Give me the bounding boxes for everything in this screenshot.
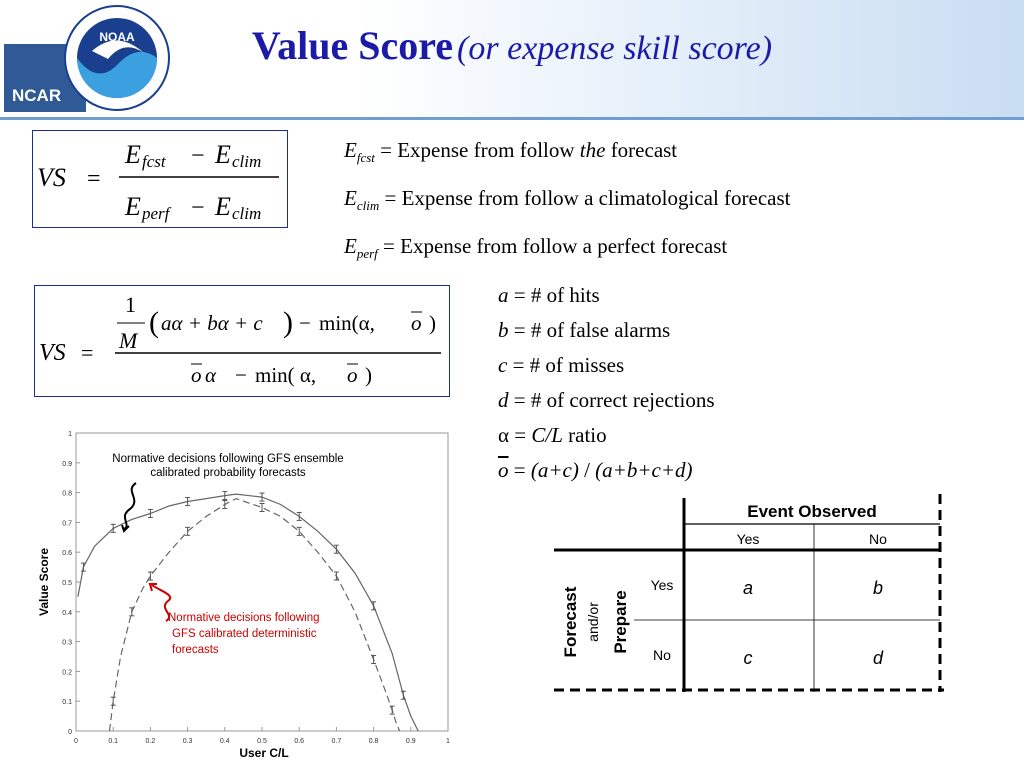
formula2-min1: min(α, bbox=[319, 311, 375, 335]
def-tail: forecast bbox=[610, 138, 678, 162]
x-tick-label: 0.3 bbox=[182, 738, 193, 745]
formula1-num-sub1: fcst bbox=[142, 152, 166, 171]
x-tick-label: 1 bbox=[446, 738, 450, 745]
formula2-close-den: ) bbox=[365, 363, 372, 387]
title-subtitle: (or expense skill score) bbox=[457, 30, 773, 67]
y-tick-label: 0.1 bbox=[62, 699, 72, 707]
annotation-deterministic-line1: Normative decisions following bbox=[168, 612, 320, 624]
formula2-obar-den: o bbox=[191, 363, 202, 387]
y-tick-label: 0.2 bbox=[62, 669, 72, 677]
def-sub: perf bbox=[356, 246, 378, 262]
formula2-terms: aα + bα + c bbox=[161, 311, 263, 335]
legend-d bbox=[498, 383, 715, 418]
formula1-num-E2: E bbox=[215, 140, 231, 169]
page-title bbox=[0, 22, 1024, 69]
legend-text: # of hits bbox=[530, 283, 600, 307]
formula1-equals: = bbox=[87, 166, 101, 192]
def-sub: clim bbox=[356, 198, 380, 214]
annotation-ensemble-line2: calibrated probability forecasts bbox=[150, 467, 306, 479]
formula2-one: 1 bbox=[125, 292, 136, 317]
formula2-paren-open: ( bbox=[149, 306, 159, 339]
formula1-den-sub2: clim bbox=[232, 204, 262, 223]
legend-text-italic: (a+c) bbox=[530, 458, 579, 482]
def-sub: fcst bbox=[356, 150, 375, 166]
formula2-minus-den: − bbox=[235, 363, 247, 387]
cell-b: b bbox=[872, 578, 884, 598]
legend-eq: = bbox=[513, 283, 526, 307]
symbol-legend bbox=[498, 278, 715, 488]
formula2-min2: min( α, bbox=[255, 363, 317, 387]
formula-box-2 bbox=[34, 285, 450, 397]
legend-sym: c bbox=[498, 353, 508, 377]
definition-fcst bbox=[344, 130, 791, 178]
x-tick-label: 0 bbox=[74, 738, 78, 745]
definition-perf bbox=[344, 226, 791, 274]
col-label-no: No bbox=[869, 531, 887, 547]
legend-text-italic-2: (a+b+c+d) bbox=[595, 458, 693, 482]
annotation-deterministic-line3: forecasts bbox=[172, 644, 219, 656]
legend-text: # of false alarms bbox=[530, 318, 671, 342]
def-emphasis: the bbox=[579, 138, 606, 162]
formula1-den-E1: E bbox=[125, 192, 141, 221]
annotation-ensemble-line1: Normative decisions following GFS ensemble bbox=[112, 453, 344, 465]
legend-eq: = bbox=[513, 388, 526, 412]
def-sym: E bbox=[344, 138, 357, 162]
formula-1 bbox=[33, 131, 287, 227]
header-rule bbox=[0, 117, 1024, 120]
def-sym: E bbox=[344, 186, 357, 211]
y-tick-label: 0.8 bbox=[62, 490, 72, 498]
formula1-num-sub2: clim bbox=[232, 152, 262, 171]
contingency-table bbox=[552, 494, 952, 704]
def-sym: E bbox=[344, 234, 357, 259]
legend-sym: a bbox=[498, 283, 509, 307]
legend-a bbox=[498, 278, 715, 313]
x-tick-label: 0.9 bbox=[405, 738, 416, 745]
formula1-lhs: VS bbox=[37, 163, 66, 192]
formula-box-1 bbox=[32, 130, 288, 228]
y-tick-label: 0 bbox=[68, 729, 72, 736]
legend-eq: = bbox=[513, 318, 526, 342]
y-axis-label: Value Score bbox=[37, 547, 51, 617]
y-tick-label: 0.4 bbox=[62, 609, 72, 617]
x-tick-label: 0.1 bbox=[108, 738, 119, 745]
y-tick-label: 0.6 bbox=[62, 550, 72, 558]
row-label-no: No bbox=[653, 647, 671, 663]
y-tick-label: 0.3 bbox=[62, 639, 72, 647]
x-axis-label: User C/L bbox=[239, 746, 289, 760]
legend-text: ratio bbox=[568, 423, 607, 447]
x-tick-label: 0.4 bbox=[219, 738, 230, 745]
row-title-andor: and/or bbox=[585, 602, 601, 642]
cell-d: d bbox=[872, 648, 884, 668]
formula1-den-E2: E bbox=[215, 192, 231, 221]
row-title-prepare: Prepare bbox=[611, 590, 630, 654]
title-main: Value Score bbox=[251, 23, 454, 68]
col-label-yes: Yes bbox=[736, 531, 760, 547]
def-eq: = bbox=[384, 186, 397, 211]
def-text: Expense from follow bbox=[397, 138, 575, 162]
legend-c bbox=[498, 348, 715, 383]
formula2-close-num: ) bbox=[429, 311, 436, 335]
y-tick-label: 1 bbox=[68, 431, 72, 438]
formula2-alpha-den: α bbox=[205, 363, 217, 387]
formula2-equals: = bbox=[81, 340, 94, 365]
x-tick-label: 0.5 bbox=[257, 738, 267, 745]
formula1-den-sub1: perf bbox=[142, 204, 170, 223]
cell-c: c bbox=[743, 648, 753, 668]
cell-a: a bbox=[742, 578, 754, 598]
legend-eq: = bbox=[512, 353, 525, 377]
formula2-obar-num: o bbox=[411, 311, 422, 335]
def-text: Expense from follow a climatological forecast bbox=[401, 186, 791, 211]
legend-obar bbox=[498, 453, 715, 488]
formula1-minus-num: − bbox=[191, 143, 205, 169]
formula2-obar-den2: o bbox=[347, 363, 358, 387]
legend-sym: b bbox=[498, 318, 509, 342]
def-eq: = bbox=[383, 234, 395, 259]
legend-sym: α bbox=[498, 423, 510, 447]
table-header-event-observed: Event Observed bbox=[747, 502, 877, 521]
legend-eq: = bbox=[513, 458, 526, 482]
legend-text-italic: C/L bbox=[531, 423, 563, 447]
legend-b bbox=[498, 313, 715, 348]
legend-slash: / bbox=[584, 458, 590, 482]
definition-clim bbox=[344, 178, 791, 226]
formula2-minus-num: − bbox=[299, 311, 311, 335]
legend-text: # of correct rejections bbox=[530, 388, 715, 412]
x-tick-label: 0.7 bbox=[331, 738, 342, 745]
value-score-chart bbox=[36, 425, 456, 763]
formula2-M: M bbox=[119, 328, 138, 353]
legend-text: # of misses bbox=[529, 353, 625, 377]
legend-eq: = bbox=[514, 423, 527, 447]
legend-sym: d bbox=[498, 388, 509, 412]
row-title-forecast: Forecast bbox=[561, 586, 580, 658]
row-label-yes: Yes bbox=[650, 577, 674, 593]
ncar-logo-text: NCAR bbox=[12, 86, 62, 105]
annotation-deterministic-line2: GFS calibrated deterministic bbox=[172, 628, 317, 640]
x-tick-label: 0.2 bbox=[145, 738, 156, 745]
formula1-minus-den: − bbox=[191, 195, 205, 221]
formula-2 bbox=[35, 286, 449, 396]
legend-sym: $\overline{o}$ bbox=[498, 458, 509, 482]
y-tick-label: 0.5 bbox=[62, 580, 72, 587]
formula1-num-E1: E bbox=[125, 140, 141, 169]
definitions bbox=[344, 130, 791, 275]
y-tick-label: 0.7 bbox=[62, 520, 72, 528]
legend-alpha bbox=[498, 418, 715, 453]
def-eq: = bbox=[380, 138, 392, 162]
noaa-logo-text: NOAA bbox=[99, 30, 135, 44]
formula2-lhs: VS bbox=[39, 340, 66, 366]
x-tick-label: 0.6 bbox=[294, 738, 305, 745]
formula2-paren-close: ) bbox=[283, 306, 293, 339]
def-text: Expense from follow a perfect forecast bbox=[400, 234, 728, 259]
y-tick-label: 0.9 bbox=[62, 460, 72, 468]
x-tick-label: 0.8 bbox=[368, 738, 379, 745]
